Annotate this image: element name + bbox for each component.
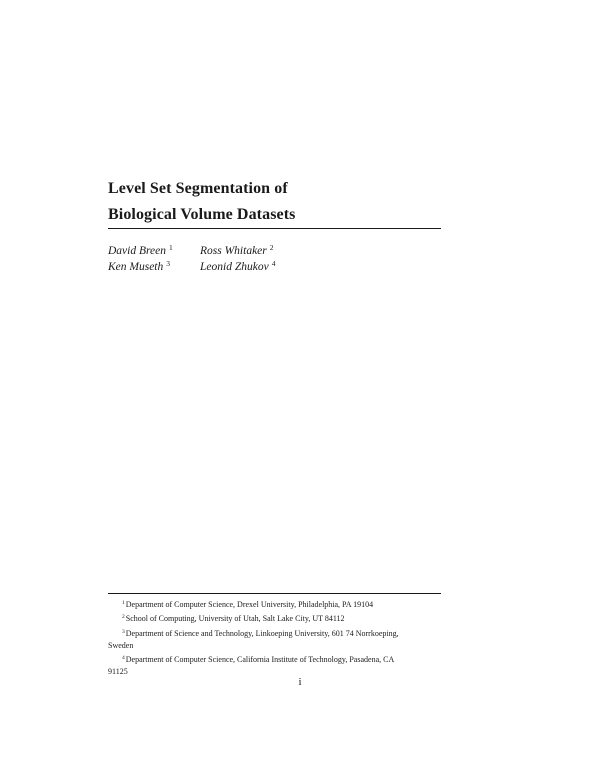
author-name: Ken Museth	[108, 261, 164, 273]
author-ken-museth	[108, 256, 170, 275]
title-rule	[108, 228, 441, 229]
footnote-mark: 3	[122, 628, 125, 635]
footnote-continuation: 91125	[108, 667, 128, 677]
footnote-mark: 4	[122, 655, 125, 662]
title-line-2: Biological Volume Datasets	[108, 206, 296, 223]
footnote-mark: 2	[122, 614, 125, 621]
author-name: Leonid Zhukov	[200, 261, 269, 273]
paper-title	[108, 176, 448, 228]
author-leonid-zhukov	[200, 256, 275, 275]
affiliation-mark: 4	[271, 259, 276, 268]
footnotes	[108, 597, 441, 679]
footnote-text: School of Computing, University of Utah, Salt Lake City, UT 84112	[125, 614, 345, 624]
footnote-2	[108, 611, 441, 625]
affiliation-mark: 1	[169, 243, 173, 252]
footnote-text: Department of Computer Science, Drexel University, Philadelphia, PA 19104	[125, 600, 374, 609]
footnote-continuation: Sweden	[108, 640, 134, 650]
author-name: Ross Whitaker	[200, 245, 267, 257]
footnote-text: Department of Computer Science, California Institute of Technology, Pasadena, CA	[125, 655, 395, 665]
title-line-1: Level Set Segmentation of	[108, 180, 288, 197]
footnote-rule	[108, 593, 441, 594]
footnote-3	[108, 626, 441, 653]
author-name: David Breen	[108, 245, 167, 257]
footnote-text: Department of Science and Technology, Linkoeping University, 601 74 Norrkoeping,	[125, 628, 399, 638]
footnote-1	[108, 597, 441, 611]
footnote-mark: 1	[122, 600, 125, 606]
footnote-4	[108, 652, 441, 679]
affiliation-mark: 2	[269, 243, 274, 252]
affiliation-mark: 3	[166, 259, 171, 268]
page-number: i	[298, 676, 302, 688]
